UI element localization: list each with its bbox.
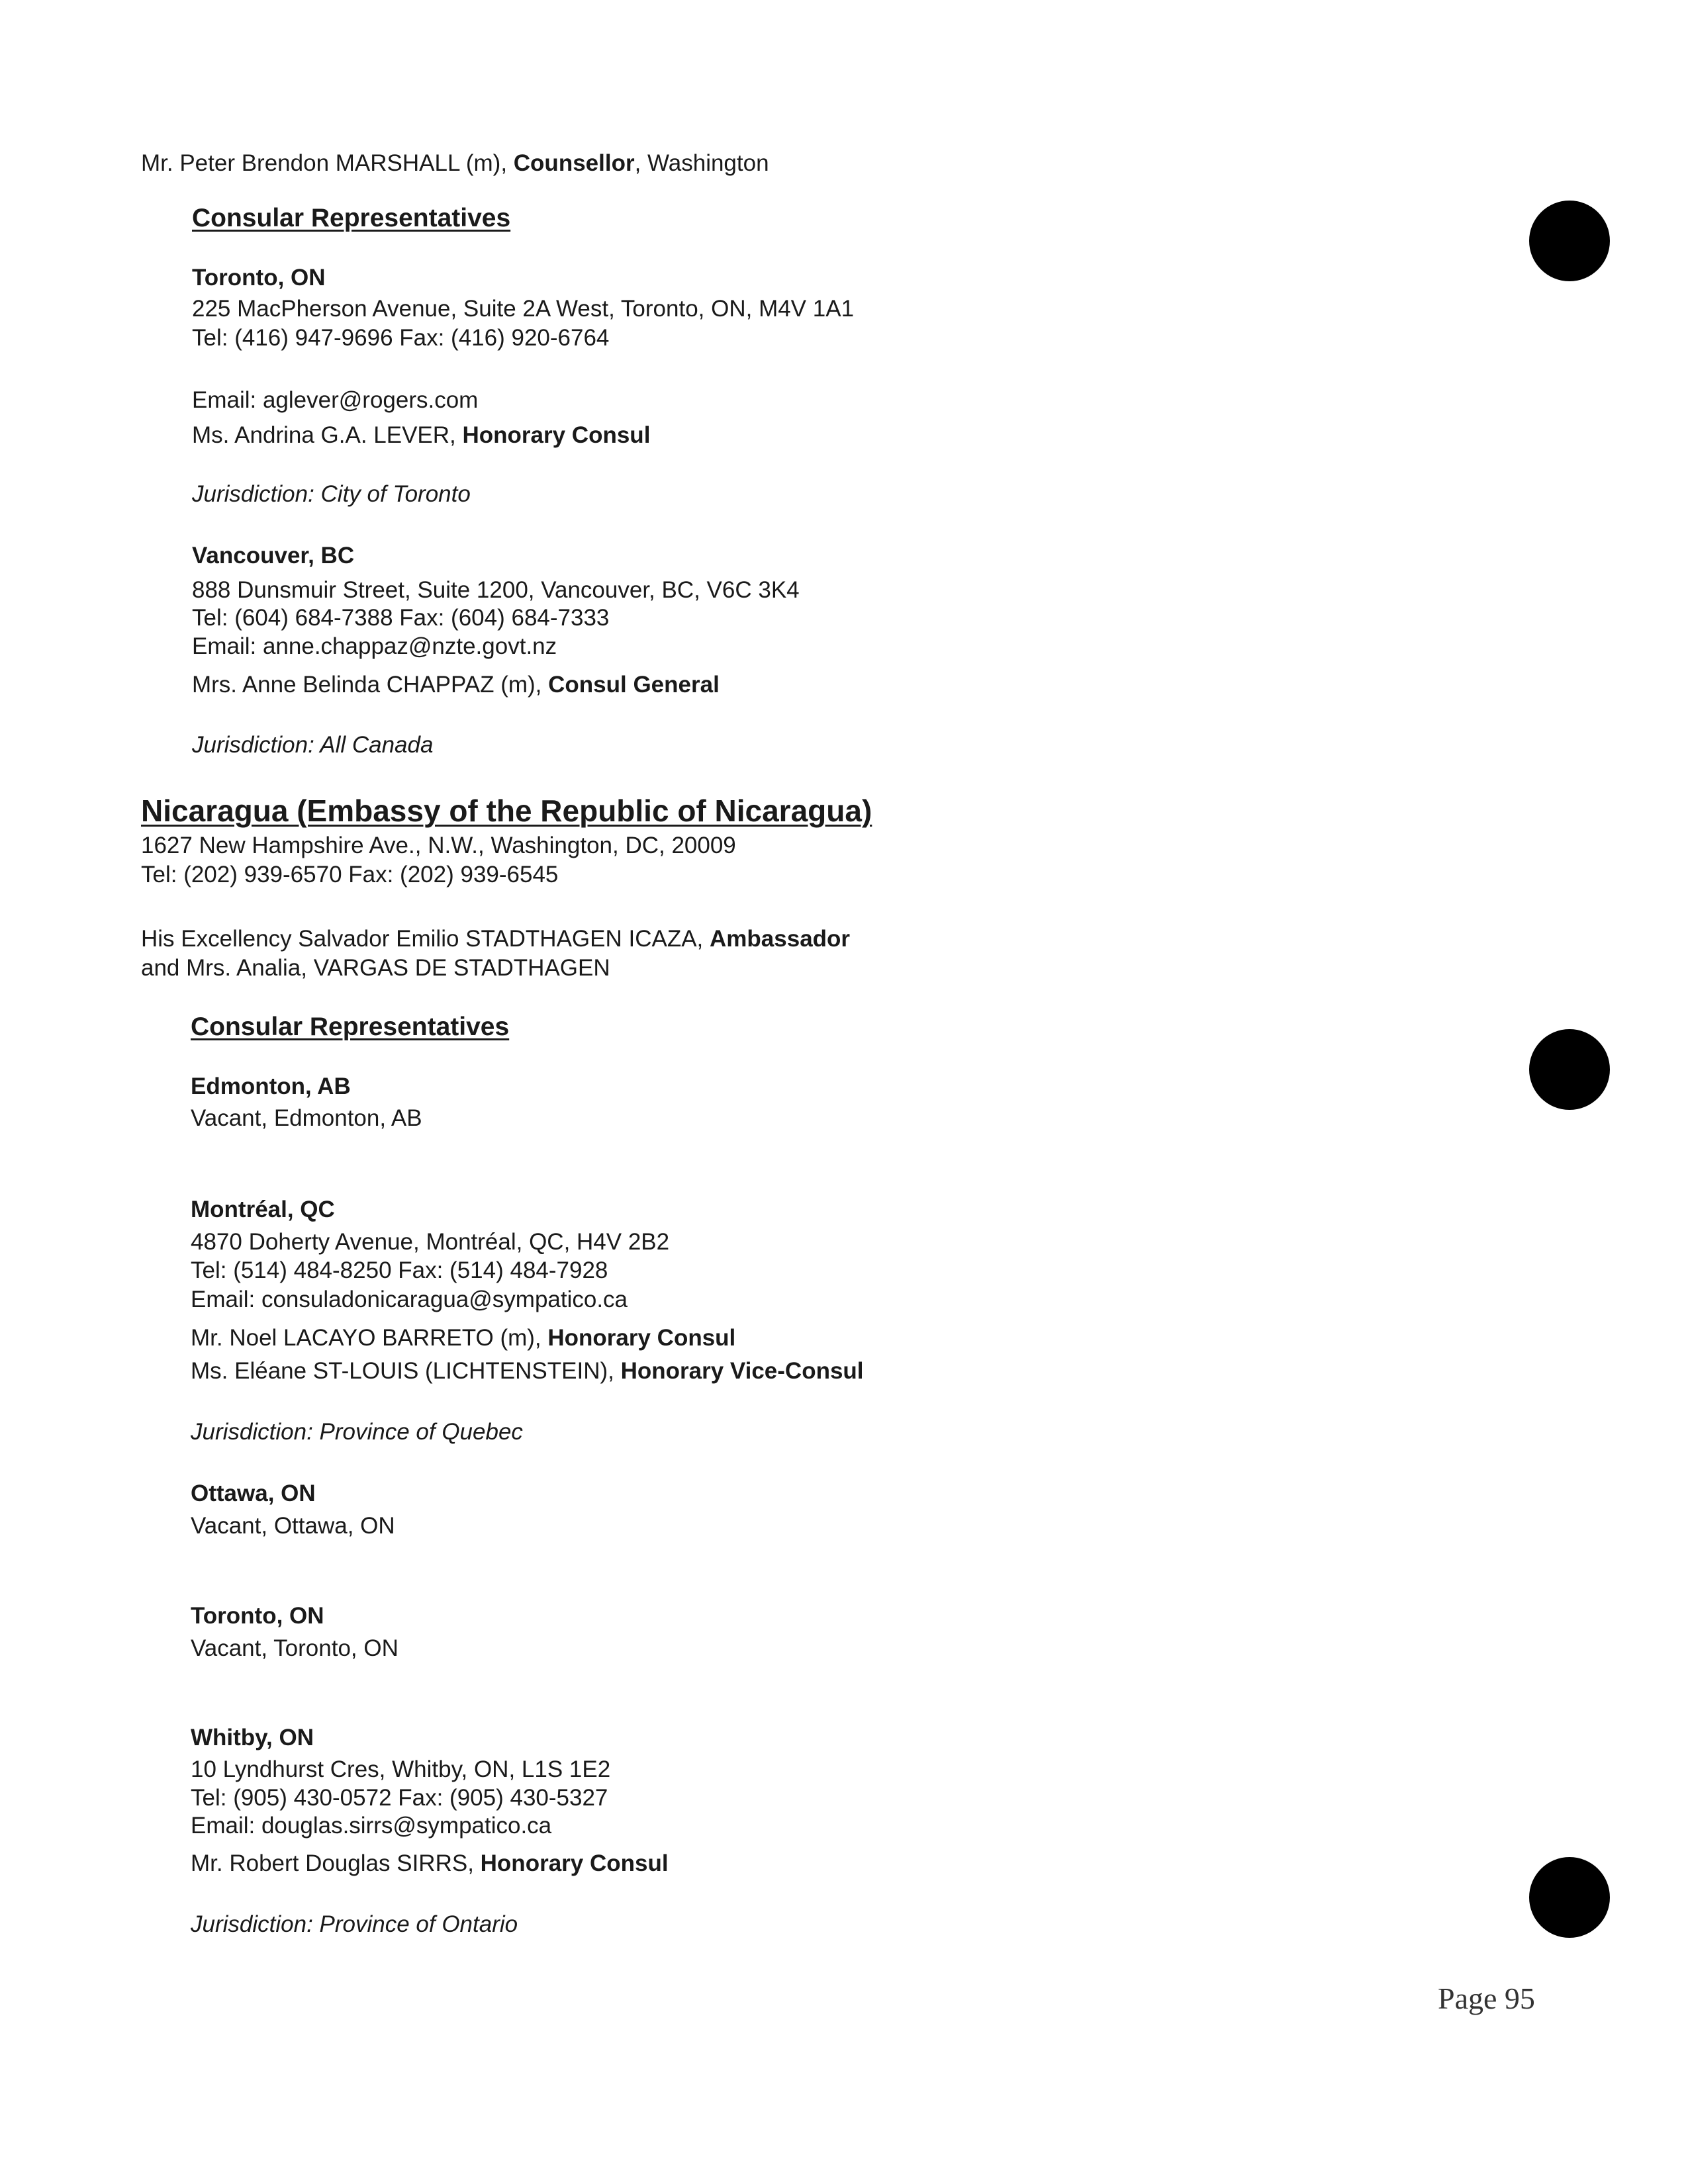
nicaragua-heading: Nicaragua (Embassy of the Republic of Nicaragua)	[141, 794, 872, 828]
nicaragua-spouse: and Mrs. Analia, VARGAS DE STADTHAGEN	[141, 955, 610, 981]
nz-vancouver-email: Email: anne.chappaz@nzte.govt.nz	[192, 633, 557, 659]
nz-vancouver-rep-name: Mrs. Anne Belinda CHAPPAZ (m),	[192, 672, 549, 698]
montreal-jurisdiction: Jurisdiction: Province of Quebec	[191, 1419, 523, 1445]
montreal-tel: Tel: (514) 484-8250 Fax: (514) 484-7928	[191, 1257, 608, 1283]
whitby-jurisdiction: Jurisdiction: Province of Ontario	[191, 1911, 518, 1937]
nz-vancouver-city: Vancouver, BC	[192, 543, 355, 569]
ottawa-line: Vacant, Ottawa, ON	[191, 1513, 395, 1539]
whitby-email: Email: douglas.sirrs@sympatico.ca	[191, 1813, 552, 1839]
montreal-rep2-name: Ms. Eléane ST-LOUIS (LICHTENSTEIN),	[191, 1358, 621, 1384]
counsellor-name: Mr. Peter Brendon MARSHALL (m),	[141, 150, 514, 176]
nz-vancouver-rep	[192, 670, 720, 700]
page-number: Page 95	[1438, 1981, 1535, 2015]
punch-hole-top	[1529, 201, 1610, 281]
nicaragua-address: 1627 New Hampshire Ave., N.W., Washington, DC, 20009	[141, 833, 736, 858]
counsellor-location: , Washington	[634, 150, 769, 176]
nz-toronto-rep-title: Honorary Consul	[462, 422, 651, 448]
montreal-rep1	[191, 1324, 735, 1353]
counsellor-title: Counsellor	[513, 150, 635, 176]
nicaragua-tel: Tel: (202) 939-6570 Fax: (202) 939-6545	[141, 862, 559, 887]
montreal-city: Montréal, QC	[191, 1197, 335, 1222]
nz-vancouver-address: 888 Dunsmuir Street, Suite 1200, Vancouver, BC, V6C 3K4	[192, 577, 800, 603]
montreal-rep1-name: Mr. Noel LACAYO BARRETO (m),	[191, 1325, 548, 1351]
punch-hole-middle	[1529, 1029, 1610, 1110]
nz-toronto-address: 225 MacPherson Avenue, Suite 2A West, Toronto, ON, M4V 1A1	[192, 296, 855, 322]
ambassador-name: His Excellency Salvador Emilio STADTHAGEN ICAZA,	[141, 926, 710, 952]
nic-toronto-line: Vacant, Toronto, ON	[191, 1635, 399, 1661]
whitby-address: 10 Lyndhurst Cres, Whitby, ON, L1S 1E2	[191, 1756, 611, 1782]
nicaragua-ambassador	[141, 925, 850, 954]
montreal-rep1-title: Honorary Consul	[547, 1325, 736, 1351]
ottawa-city: Ottawa, ON	[191, 1480, 316, 1506]
montreal-rep2-title: Honorary Vice-Consul	[620, 1358, 864, 1384]
nz-consular-heading: Consular Representatives	[192, 204, 511, 232]
montreal-address: 4870 Doherty Avenue, Montréal, QC, H4V 2B2	[191, 1229, 670, 1255]
montreal-email: Email: consuladonicaragua@sympatico.ca	[191, 1287, 628, 1312]
counsellor-line	[141, 149, 769, 178]
whitby-rep-name: Mr. Robert Douglas SIRRS,	[191, 1850, 481, 1876]
nz-toronto-rep	[192, 421, 650, 450]
nz-toronto-tel: Tel: (416) 947-9696 Fax: (416) 920-6764	[192, 325, 610, 351]
montreal-rep2	[191, 1357, 864, 1386]
ambassador-title: Ambassador	[710, 926, 851, 952]
edmonton-line: Vacant, Edmonton, AB	[191, 1105, 422, 1131]
nic-toronto-city: Toronto, ON	[191, 1603, 324, 1629]
nz-vancouver-rep-title: Consul General	[548, 672, 720, 698]
nz-toronto-rep-name: Ms. Andrina G.A. LEVER,	[192, 422, 463, 448]
nz-toronto-email: Email: aglever@rogers.com	[192, 387, 479, 413]
edmonton-city: Edmonton, AB	[191, 1073, 351, 1099]
nz-toronto-city: Toronto, ON	[192, 265, 326, 291]
nz-toronto-jurisdiction: Jurisdiction: City of Toronto	[192, 481, 471, 507]
nz-vancouver-jurisdiction: Jurisdiction: All Canada	[192, 732, 434, 758]
whitby-tel: Tel: (905) 430-0572 Fax: (905) 430-5327	[191, 1785, 608, 1811]
whitby-rep	[191, 1849, 669, 1878]
punch-hole-bottom	[1529, 1857, 1610, 1938]
whitby-city: Whitby, ON	[191, 1725, 314, 1751]
whitby-rep-title: Honorary Consul	[480, 1850, 669, 1876]
nz-vancouver-tel: Tel: (604) 684-7388 Fax: (604) 684-7333	[192, 605, 610, 631]
nicaragua-consular-heading: Consular Representatives	[191, 1013, 510, 1041]
